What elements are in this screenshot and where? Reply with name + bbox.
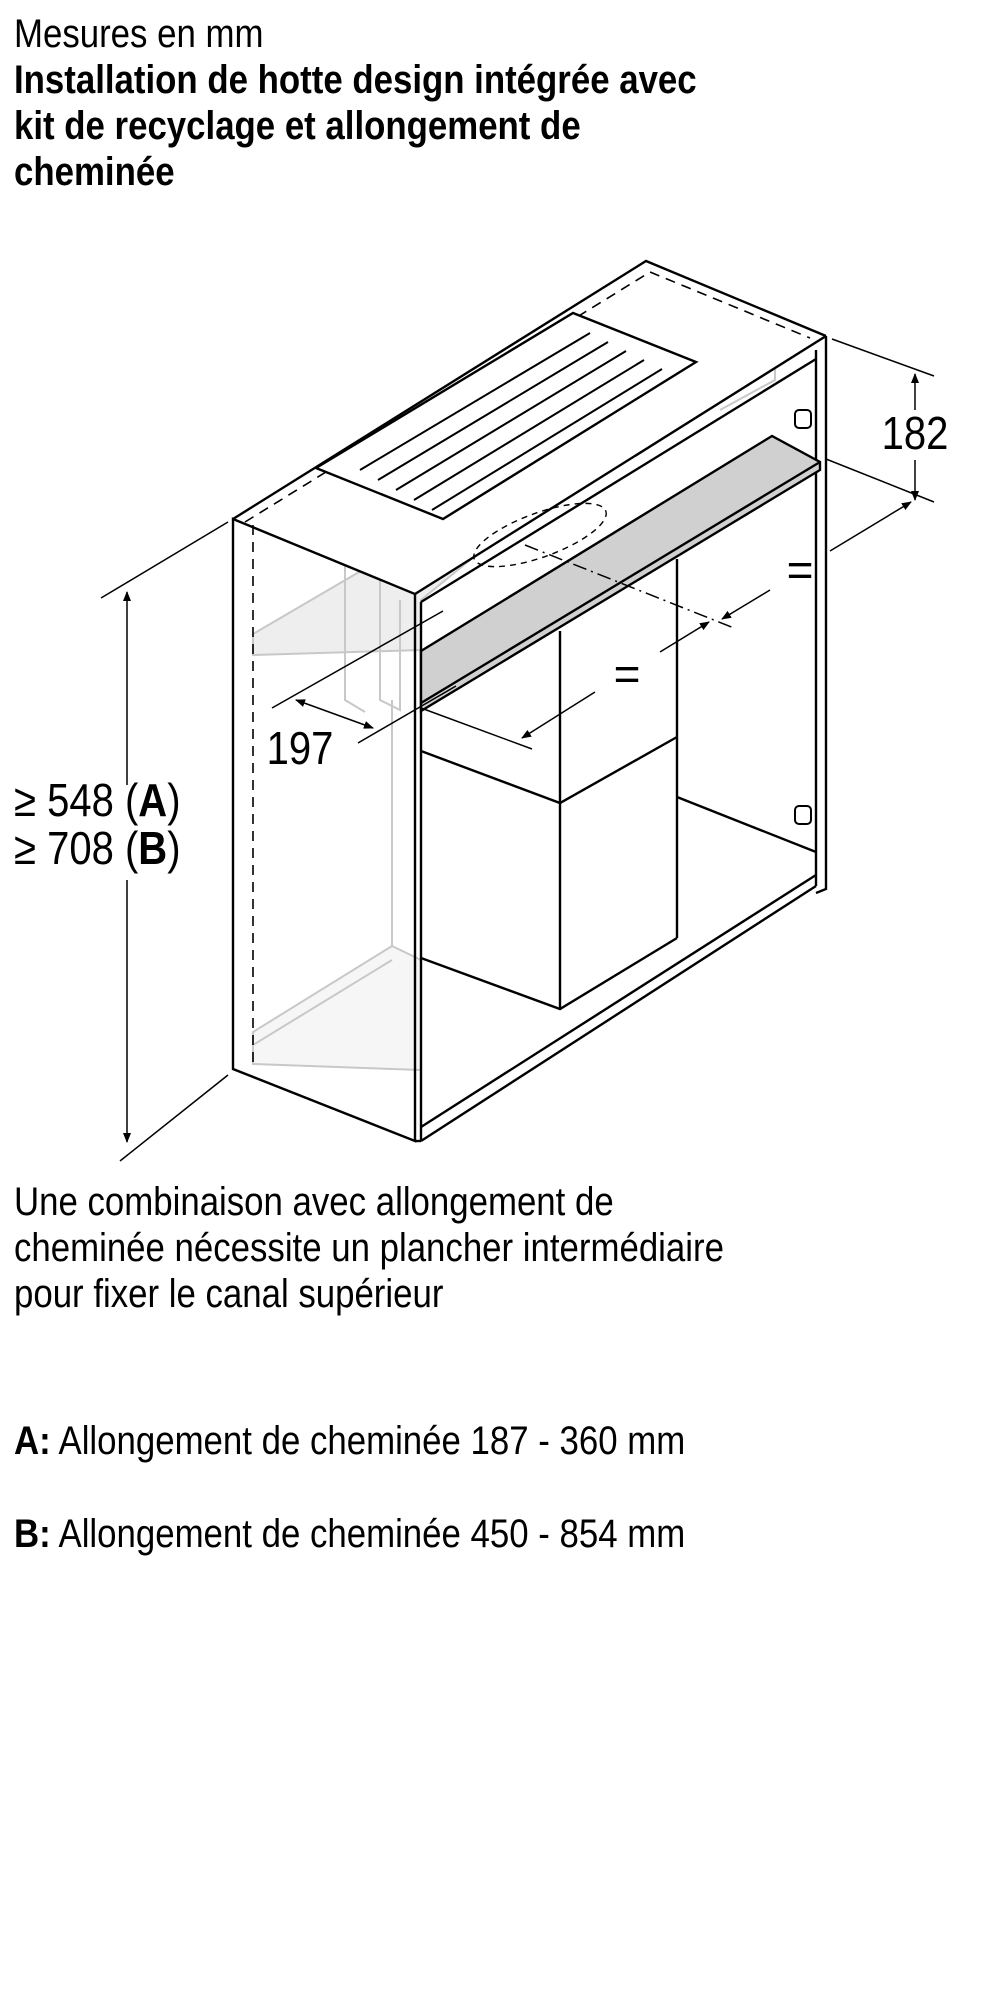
note-line-1: Une combinaison avec allongement de (14, 1180, 614, 1224)
legend-key: B: (14, 1512, 51, 1556)
legend-item-a (14, 1418, 685, 1464)
note-line-3: pour fixer le canal supérieur (14, 1272, 444, 1316)
bottom-tray (253, 946, 421, 1070)
legend-text: Allongement de cheminée 450 - 854 mm (58, 1512, 686, 1556)
dim-height-a: ≥ 548 (A) (14, 775, 181, 827)
title-line-1: Installation de hotte design intégrée avec (14, 58, 697, 102)
legend-item-b (14, 1511, 685, 1557)
legend-key: A: (14, 1419, 51, 1463)
dim-equal-front: = (613, 648, 641, 700)
dim-height-b: ≥ 708 (B) (14, 823, 181, 875)
title-line-3: cheminée (14, 150, 175, 194)
dim-182: 182 (881, 408, 949, 460)
legend-text: Allongement de cheminée 187 - 360 mm (58, 1419, 686, 1463)
title-line-2: kit de recyclage et allongement de (14, 104, 581, 148)
dim-197: 197 (266, 723, 334, 775)
dim-equal-back: = (786, 544, 814, 596)
cabinet-right-wall (816, 336, 826, 893)
units-label: Mesures en mm (14, 12, 264, 56)
note-line-2: cheminée nécessite un plancher intermédiaire (14, 1226, 724, 1270)
